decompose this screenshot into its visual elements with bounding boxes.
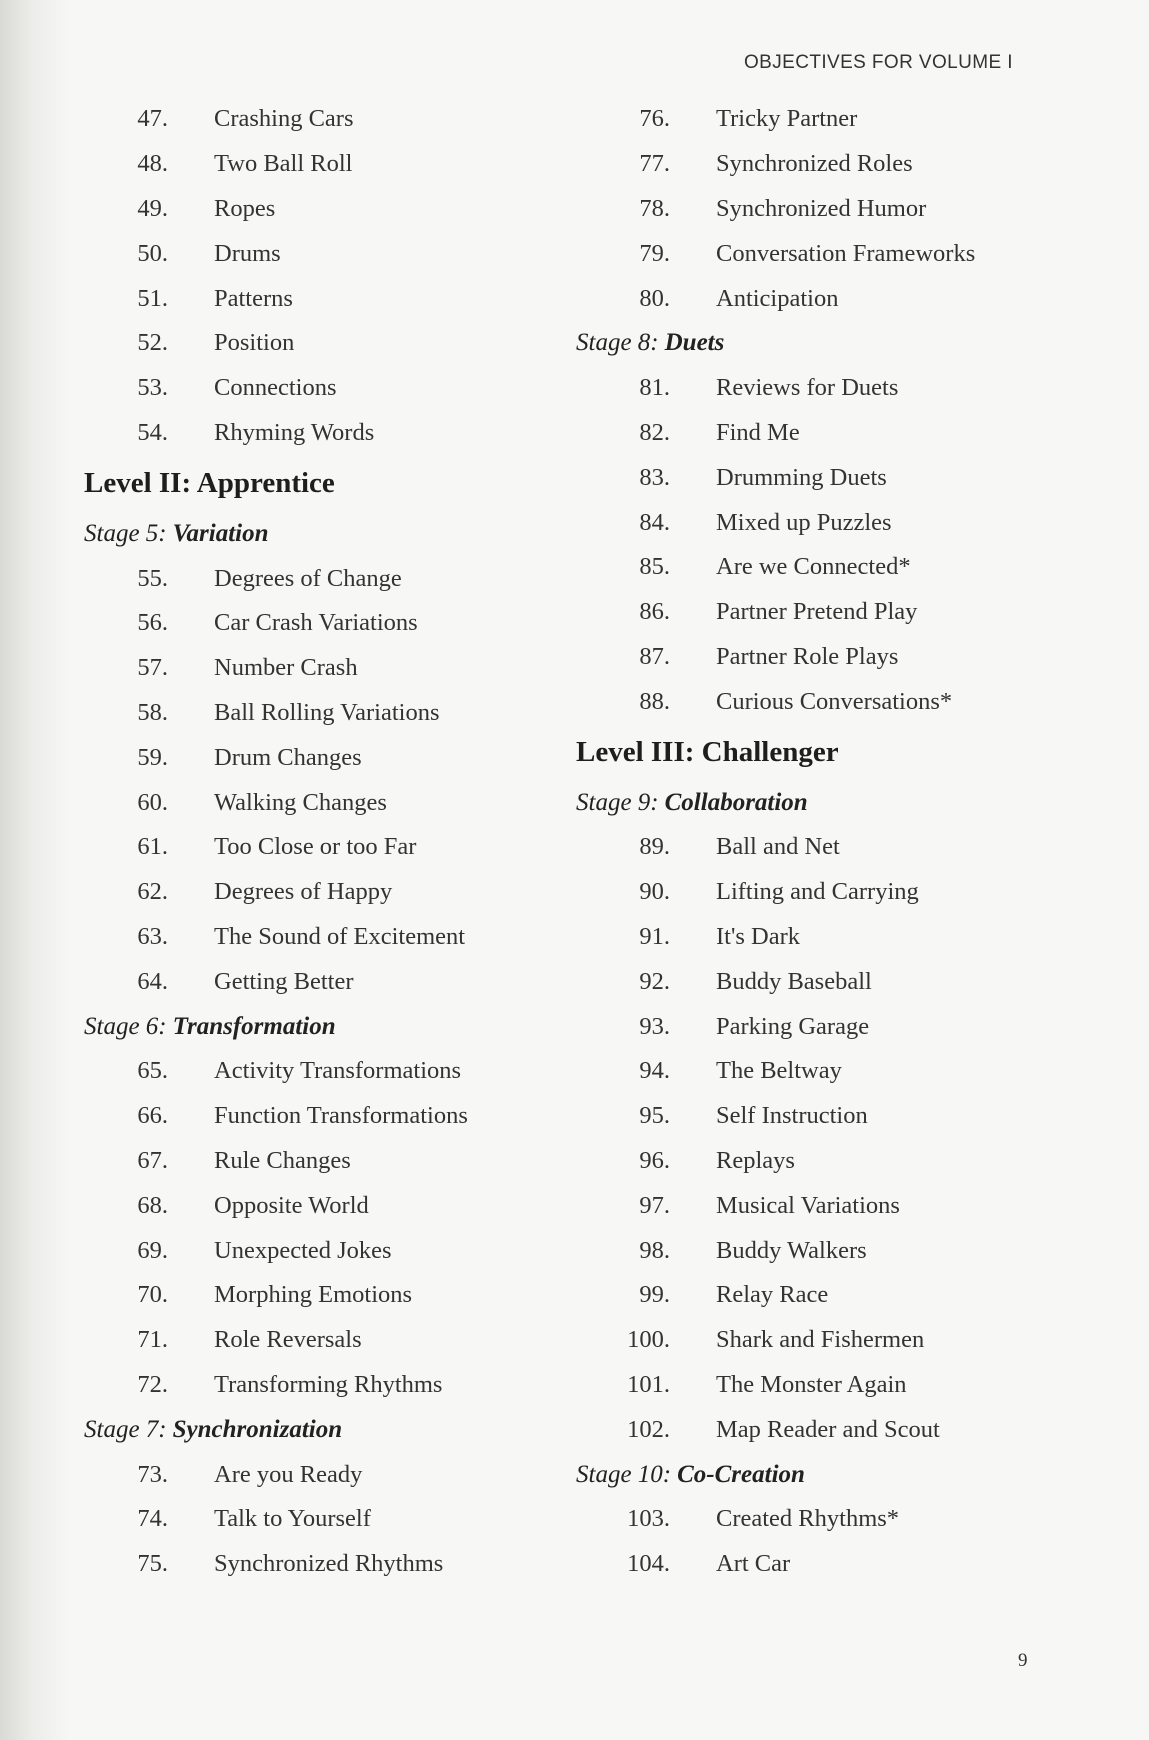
list-item: [576, 500, 1096, 545]
item-title: Shark and Fishermen: [716, 1326, 925, 1354]
item-title: Find Me: [716, 418, 800, 446]
list-item: [84, 1228, 584, 1273]
stage-name: Co-Creation: [677, 1460, 805, 1488]
item-title: Getting Better: [214, 967, 354, 995]
item-title: Patterns: [214, 284, 293, 312]
item-title: Partner Pretend Play: [716, 598, 918, 626]
item-title: Map Reader and Scout: [716, 1415, 940, 1443]
item-number: 104.: [627, 1550, 670, 1578]
stage-name: Synchronization: [172, 1415, 343, 1443]
item-title: The Sound of Excitement: [214, 922, 466, 950]
item-title: Parking Garage: [716, 1012, 870, 1040]
list-item: [576, 231, 1096, 276]
stage-prefix: Stage 5:: [84, 519, 167, 547]
item-number: 61.: [137, 833, 168, 861]
item-title: Role Reversals: [214, 1326, 362, 1354]
item-title: Musical Variations: [716, 1191, 900, 1219]
list-item: [84, 780, 584, 825]
item-number: 70.: [137, 1281, 168, 1309]
item-title: Mixed up Puzzles: [716, 508, 892, 536]
list-item: [84, 735, 584, 780]
item-title: Ball and Net: [716, 833, 840, 861]
list-item: [576, 545, 1096, 590]
item-title: Connections: [214, 374, 337, 402]
item-number: 68.: [137, 1191, 168, 1219]
item-title: Art Car: [716, 1550, 791, 1578]
stage-prefix: Stage 8:: [576, 329, 659, 357]
stage-name: Collaboration: [664, 788, 808, 816]
item-title: Conversation Frameworks: [716, 239, 976, 267]
item-number: 75.: [137, 1550, 168, 1578]
list-item: [576, 1139, 1096, 1184]
list-item: [84, 556, 584, 601]
list-item: [84, 411, 584, 456]
item-number: 98.: [639, 1236, 670, 1264]
list-item: [84, 601, 584, 646]
list-item: [84, 1452, 584, 1497]
item-number: 48.: [137, 150, 168, 178]
stage-heading: [84, 511, 584, 556]
item-number: 95.: [639, 1102, 670, 1130]
item-number: 78.: [639, 194, 670, 222]
level-heading: Level III: Challenger: [576, 735, 839, 768]
item-title: Synchronized Roles: [716, 150, 913, 178]
item-number: 77.: [639, 150, 670, 178]
item-title: Anticipation: [716, 284, 839, 312]
list-item: [576, 1497, 1096, 1542]
item-title: Morphing Emotions: [214, 1281, 413, 1309]
list-item: [576, 959, 1096, 1004]
left-column: [84, 97, 584, 1587]
item-number: 80.: [639, 284, 670, 312]
item-title: Transforming Rhythms: [214, 1370, 443, 1398]
item-title: Degrees of Change: [214, 564, 402, 592]
item-number: 60.: [137, 788, 168, 816]
item-number: 84.: [639, 508, 670, 536]
item-number: 81.: [639, 374, 670, 402]
list-item: [576, 455, 1096, 500]
list-item: [576, 1049, 1096, 1094]
list-item: [84, 915, 584, 960]
item-title: Lifting and Carrying: [716, 878, 919, 906]
list-item: [84, 870, 584, 915]
item-number: 76.: [639, 105, 670, 133]
list-item: [84, 1139, 584, 1184]
item-title: Rhyming Words: [214, 418, 375, 446]
item-title: Too Close or too Far: [214, 833, 417, 861]
stage-prefix: Stage 7:: [84, 1415, 167, 1443]
stage-heading: [576, 1452, 1096, 1497]
list-item: [84, 1542, 584, 1587]
item-title: Drum Changes: [214, 743, 362, 771]
item-title: Replays: [716, 1146, 795, 1174]
stage-heading: [84, 1004, 584, 1049]
list-item: [84, 366, 584, 411]
list-item: [576, 825, 1096, 870]
right-column: [576, 97, 1096, 1587]
list-item: [576, 1542, 1096, 1587]
item-title: Number Crash: [214, 654, 358, 682]
stage-heading: [576, 780, 1096, 825]
item-number: 102.: [627, 1415, 670, 1443]
item-number: 71.: [137, 1326, 168, 1354]
item-number: 56.: [137, 609, 168, 637]
list-item: [84, 231, 584, 276]
list-item: [576, 1183, 1096, 1228]
item-title: Synchronized Rhythms: [214, 1550, 444, 1578]
item-number: 74.: [137, 1505, 168, 1533]
stage-prefix: Stage 6:: [84, 1012, 167, 1040]
item-title: Created Rhythms*: [716, 1505, 900, 1533]
list-item: [84, 1497, 584, 1542]
level-heading: Level II: Apprentice: [84, 466, 335, 499]
item-title: The Beltway: [716, 1057, 842, 1085]
item-number: 58.: [137, 698, 168, 726]
item-title: Ropes: [214, 194, 276, 222]
item-title: Position: [214, 329, 295, 357]
list-item: [576, 915, 1096, 960]
item-number: 67.: [137, 1146, 168, 1174]
list-item: [576, 187, 1096, 232]
item-number: 99.: [639, 1281, 670, 1309]
item-title: Unexpected Jokes: [214, 1236, 392, 1264]
item-title: The Monster Again: [716, 1370, 907, 1398]
item-title: Function Transformations: [214, 1102, 468, 1130]
item-number: 83.: [639, 463, 670, 491]
item-number: 88.: [639, 687, 670, 715]
stage-prefix: Stage 9:: [576, 788, 659, 816]
item-number: 82.: [639, 418, 670, 446]
list-item: [576, 635, 1096, 680]
item-title: Rule Changes: [214, 1146, 351, 1174]
list-item: [84, 646, 584, 691]
list-item: [576, 142, 1096, 187]
item-number: 94.: [639, 1057, 670, 1085]
list-item: [576, 679, 1096, 724]
item-title: Partner Role Plays: [716, 642, 899, 670]
item-number: 92.: [639, 967, 670, 995]
list-item: [84, 1318, 584, 1363]
list-item: [84, 959, 584, 1004]
list-item: [576, 97, 1096, 142]
item-title: Curious Conversations*: [716, 687, 953, 715]
list-item: [84, 1049, 584, 1094]
item-number: 66.: [137, 1102, 168, 1130]
list-item: [84, 97, 584, 142]
item-number: 59.: [137, 743, 168, 771]
item-number: 57.: [137, 654, 168, 682]
item-number: 93.: [639, 1012, 670, 1040]
list-item: [576, 1318, 1096, 1363]
item-title: Ball Rolling Variations: [214, 698, 440, 726]
item-number: 52.: [137, 329, 168, 357]
list-item: [84, 142, 584, 187]
item-title: Buddy Walkers: [716, 1236, 867, 1264]
item-title: Are we Connected*: [716, 553, 911, 581]
item-number: 72.: [137, 1370, 168, 1398]
item-number: 49.: [137, 194, 168, 222]
item-number: 100.: [627, 1326, 670, 1354]
item-number: 79.: [639, 239, 670, 267]
item-title: Tricky Partner: [716, 105, 858, 133]
item-title: Relay Race: [716, 1281, 829, 1309]
running-head: OBJECTIVES FOR VOLUME I: [744, 52, 1013, 73]
item-number: 91.: [639, 922, 670, 950]
item-number: 89.: [639, 833, 670, 861]
list-item: [84, 1363, 584, 1408]
item-number: 64.: [137, 967, 168, 995]
item-number: 63.: [137, 922, 168, 950]
list-item: [576, 411, 1096, 456]
list-item: [84, 1183, 584, 1228]
list-item: [576, 1228, 1096, 1273]
item-title: Activity Transformations: [214, 1057, 462, 1085]
item-number: 96.: [639, 1146, 670, 1174]
item-number: 54.: [137, 418, 168, 446]
stage-heading: [576, 321, 1096, 366]
item-number: 90.: [639, 878, 670, 906]
list-item: [576, 1407, 1096, 1452]
list-item: [84, 825, 584, 870]
page-gutter-shadow: [0, 0, 70, 1740]
item-title: Drumming Duets: [716, 463, 887, 491]
item-title: Crashing Cars: [214, 105, 354, 133]
list-item: [576, 1363, 1096, 1408]
item-number: 50.: [137, 239, 168, 267]
list-item: [84, 1273, 584, 1318]
list-item: [84, 1094, 584, 1139]
item-number: 103.: [627, 1505, 670, 1533]
item-number: 73.: [137, 1460, 168, 1488]
item-title: Two Ball Roll: [214, 150, 353, 178]
list-item: [576, 366, 1096, 411]
item-number: 86.: [639, 598, 670, 626]
item-title: Are you Ready: [214, 1460, 363, 1488]
list-item: [84, 321, 584, 366]
item-title: Car Crash Variations: [214, 609, 418, 637]
stage-name: Duets: [664, 329, 725, 357]
stage-name: Variation: [172, 519, 269, 547]
item-title: Buddy Baseball: [716, 967, 872, 995]
stage-prefix: Stage 10:: [576, 1460, 672, 1488]
item-title: Walking Changes: [214, 788, 387, 816]
list-item: [576, 590, 1096, 635]
stage-heading: [84, 1407, 584, 1452]
item-title: Talk to Yourself: [214, 1505, 371, 1533]
item-title: Self Instruction: [716, 1102, 868, 1130]
list-item: [576, 870, 1096, 915]
list-item: [576, 276, 1096, 321]
item-number: 101.: [627, 1370, 670, 1398]
item-number: 47.: [137, 105, 168, 133]
stage-name: Transformation: [172, 1012, 336, 1040]
item-number: 53.: [137, 374, 168, 402]
item-number: 55.: [137, 564, 168, 592]
list-item: [84, 276, 584, 321]
item-number: 65.: [137, 1057, 168, 1085]
list-item: [576, 1094, 1096, 1139]
list-item: [576, 1273, 1096, 1318]
item-number: 62.: [137, 878, 168, 906]
item-number: 85.: [639, 553, 670, 581]
item-title: Drums: [214, 239, 281, 267]
item-title: Opposite World: [214, 1191, 369, 1219]
item-title: Synchronized Humor: [716, 194, 927, 222]
item-number: 97.: [639, 1191, 670, 1219]
item-number: 87.: [639, 642, 670, 670]
list-item: [576, 1004, 1096, 1049]
page-number: 9: [1018, 1650, 1028, 1671]
item-number: 51.: [137, 284, 168, 312]
item-number: 69.: [137, 1236, 168, 1264]
item-title: Degrees of Happy: [214, 878, 393, 906]
item-title: It's Dark: [716, 922, 801, 950]
list-item: [84, 187, 584, 232]
item-title: Reviews for Duets: [716, 374, 899, 402]
list-item: [84, 691, 584, 736]
